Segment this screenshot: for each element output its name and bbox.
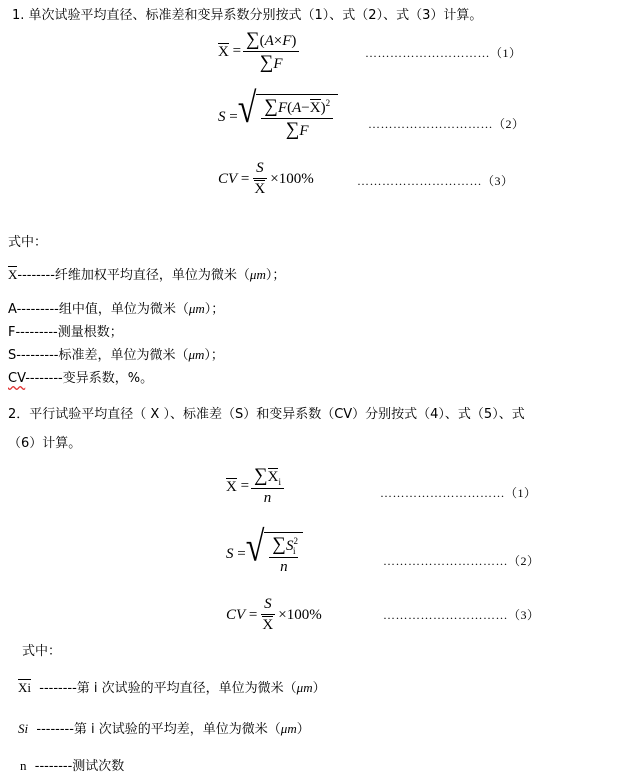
formula1-leader: …………………………（1） <box>365 46 522 60</box>
definition-xbar: X--------纤维加权平均直径，单位为微米（μm）； <box>8 267 286 283</box>
definition-f: F---------测量根数； <box>8 325 123 340</box>
definition-si: Si --------第 i 次试验的平均差，单位为微米（μm） <box>18 721 310 737</box>
formula6-leader: …………………………（3） <box>383 608 540 622</box>
formula4-leader: …………………………（1） <box>380 486 537 500</box>
section2-heading-line1: 2．平行试验平均直径（ X ）、标准差（S）和变异系数（CV）分别按式（4）、式（5）、式 <box>8 407 525 422</box>
section2-where-label: 式中： <box>22 644 62 659</box>
definition-xi: Xi --------第 i 次试验的平均直径，单位为微米（μm） <box>18 680 326 696</box>
formula-parallel-cv: CV = $\frac{S}{X}$ ×100% <box>226 596 322 633</box>
definition-cv: CV--------变异系数，%。 <box>8 371 154 386</box>
definition-s: S---------标准差，单位为微米（μm）； <box>8 347 224 363</box>
formula-mean-weighted: X = $\frac{\sum(A\times F)}{\sum F}$ <box>218 30 301 73</box>
formula-std-dev: S = √ $\frac{\sum F(A-X)^2}{\sum F}$ <box>218 94 338 140</box>
formula3-leader: …………………………（3） <box>357 174 514 188</box>
section1-where-label: 式中： <box>8 235 48 250</box>
formula-parallel-mean: X = $\frac{\sum X_i}{n}$ <box>226 466 286 507</box>
formula-parallel-std: S = √ $\frac{\sum S^2_i}{n}$ <box>226 532 303 576</box>
section1-heading: 1. 单次试验平均直径、标准差和变异系数分别按式（1）、式（2）、式（3）计算。 <box>12 8 483 23</box>
formula5-leader: …………………………（2） <box>383 554 540 568</box>
formula-cv: CV = $\frac{S}{X}$ ×100% <box>218 160 314 197</box>
definition-a: A---------组中值，单位为微米（μm）； <box>8 301 225 317</box>
definition-n: n --------测试次数 <box>20 758 125 774</box>
section2-heading-line2: （6）计算。 <box>8 436 82 451</box>
formula2-leader: …………………………（2） <box>368 117 525 131</box>
